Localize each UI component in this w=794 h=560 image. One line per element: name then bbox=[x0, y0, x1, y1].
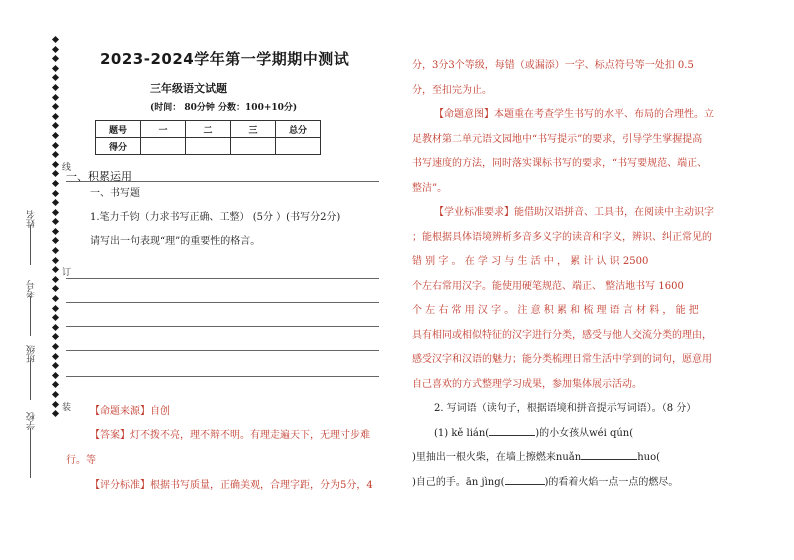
score-cell[interactable] bbox=[141, 138, 186, 155]
binding-diamond bbox=[51, 209, 58, 216]
score-cell[interactable] bbox=[276, 138, 321, 155]
intent-line-1: 【命题意图】本题重在考查学生书写的水平、布局的合理性。立 bbox=[434, 109, 714, 120]
binding-diamond bbox=[51, 199, 58, 206]
question-1-line-1: 1.笔力千钧（力求书写正确、工整） (5分 ）(书写分2分) bbox=[90, 212, 341, 223]
school-label: 学校 bbox=[27, 412, 37, 430]
question-2-line-1 bbox=[412, 422, 772, 447]
binding-diamond bbox=[51, 122, 58, 129]
name-line bbox=[30, 225, 31, 265]
standard-line-1: 【学业标准要求】能借助汉语拼音、工具书，在阅读中主动识字 bbox=[434, 207, 714, 218]
pinyin-text: )的小女孩从wéi qún( bbox=[535, 427, 634, 439]
binding-diamond bbox=[51, 65, 58, 72]
pinyin-text: (1) kě lián( bbox=[434, 427, 490, 439]
binding-diamond bbox=[51, 381, 58, 388]
standard-line-4: 个左右常用汉字。能使用硬笔规范、端正、 整洁地书写 1600 bbox=[412, 280, 684, 292]
exam-title: 2023-2024学年第一学期期中测试 bbox=[100, 50, 350, 68]
scoring-continued: 分，3分3个等级，每错（或漏添）一字、标点符号等一处扣 0.5 bbox=[412, 60, 694, 71]
question-1-line-2: 请写出一句表现“理”的重要性的格言。 bbox=[90, 236, 261, 247]
binding-diamond bbox=[51, 46, 58, 53]
binding-diamond bbox=[51, 401, 58, 408]
part-heading: 一、书写题 bbox=[90, 188, 140, 199]
binding-diamond bbox=[51, 228, 58, 235]
binding-diamond bbox=[51, 84, 58, 91]
answer-blank[interactable] bbox=[505, 484, 545, 485]
sentence-text: )的看着火焰一点一点的燃尽。 bbox=[544, 476, 679, 488]
binding-diamond bbox=[51, 295, 58, 302]
score-cell[interactable] bbox=[186, 138, 231, 155]
binding-diamond bbox=[51, 343, 58, 350]
score-header-cell: 二 bbox=[186, 121, 231, 138]
question-2: 2. 写词语（读句子，根据语境和拼音提示写词语）。（8 分） bbox=[434, 403, 697, 414]
exam-number-line bbox=[30, 296, 31, 336]
question-2-line-3 bbox=[412, 471, 772, 496]
right-column bbox=[412, 54, 772, 495]
binding-diamond bbox=[51, 113, 58, 120]
score-header-cell: 题号 bbox=[96, 121, 141, 138]
score-header-cell: 三 bbox=[231, 121, 276, 138]
standard-line-6: 具有相同或相似特征的汉字进行分类，感受与他人交流分类的理由， bbox=[412, 329, 712, 341]
binding-diamond bbox=[51, 276, 58, 283]
intent-line-3: 书写速度的方法，同时落实课标书写的要求，“书写要规范、端正、 bbox=[412, 158, 708, 169]
binding-diamond bbox=[51, 314, 58, 321]
answer-line-1: 【答案】灯不拨不亮，理不辩不明。有理走遍天下，无理寸步难 bbox=[90, 430, 370, 441]
binding-diamond bbox=[51, 237, 58, 244]
intent-line-4: 整洁”。 bbox=[412, 182, 448, 194]
school-line bbox=[30, 428, 31, 478]
cut-line-char-ding: 订 bbox=[62, 268, 72, 278]
score-table bbox=[95, 120, 321, 155]
section-heading: 一、积累运用 bbox=[66, 170, 132, 183]
standard-line-5: 个 左 右 常 用 汉 字 。 注 意 积 累 和 梳 理 语 言 材 料 ， 能 把 bbox=[412, 305, 699, 316]
binding-diamond bbox=[51, 74, 58, 81]
writing-line[interactable] bbox=[66, 376, 379, 377]
binding-diamond bbox=[51, 189, 58, 196]
score-table-row bbox=[96, 138, 321, 155]
scoring-criteria: 【评分标准】根据书写质量，正确美观，合理字距，分为5分，4 bbox=[90, 480, 373, 491]
section-divider bbox=[66, 181, 379, 182]
standard-line-3: 错 别 字 。 在 学 习 与 生 活 中 ， 累 计 认 识 2500 bbox=[412, 256, 649, 267]
score-header-cell: 一 bbox=[141, 121, 186, 138]
exam-number-label: 考号 bbox=[27, 280, 37, 298]
standard-line-2: ；能根据具体语境辨析多音多义字的读音和字义，辨识、纠正常见的 bbox=[412, 231, 712, 243]
binding-diamond bbox=[51, 161, 58, 168]
binding-diamond bbox=[51, 94, 58, 101]
binding-diamond bbox=[51, 305, 58, 312]
binding-diamond bbox=[51, 180, 58, 187]
binding-diamond bbox=[51, 410, 58, 417]
exam-meta: (时间： 80分钟 分数：100+10分) bbox=[150, 103, 298, 113]
binding-diamond bbox=[51, 324, 58, 331]
binding-diamond bbox=[51, 285, 58, 292]
sentence-text: )自己的手。ān jìng( bbox=[412, 476, 505, 488]
binding-diamond bbox=[51, 362, 58, 369]
writing-line[interactable] bbox=[66, 278, 379, 279]
score-table-header-row bbox=[96, 121, 321, 138]
writing-line[interactable] bbox=[66, 302, 379, 303]
standard-line-8: 自己喜欢的方式整理学习成果，参加集体展示活动。 bbox=[412, 378, 642, 390]
binding-diamond bbox=[51, 170, 58, 177]
binding-diamond bbox=[51, 391, 58, 398]
name-label: 姓名 bbox=[27, 210, 37, 228]
binding-diamond-column bbox=[50, 34, 60, 534]
binding-diamond bbox=[51, 55, 58, 62]
pinyin-text: huo( bbox=[637, 452, 660, 463]
intent-line-2: 足教材第二单元语文园地中“书写提示”的要求，引导学生掌握提高 bbox=[412, 133, 703, 145]
class-line bbox=[30, 360, 31, 400]
answer-blank[interactable] bbox=[489, 435, 535, 436]
score-cell[interactable] bbox=[231, 138, 276, 155]
question-2-line-2 bbox=[412, 446, 772, 471]
score-row-label: 得分 bbox=[96, 138, 141, 155]
class-label: 班级 bbox=[27, 345, 37, 363]
binding-diamond bbox=[51, 266, 58, 273]
binding-diamond bbox=[51, 151, 58, 158]
binding-diamond bbox=[51, 36, 58, 43]
scoring-continued-2: 分，至扣完为止。 bbox=[412, 84, 492, 96]
question-source: 【命题来源】自创 bbox=[90, 406, 170, 417]
answer-blank[interactable] bbox=[581, 459, 637, 460]
binding-diamond bbox=[51, 372, 58, 379]
score-header-cell: 总分 bbox=[276, 121, 321, 138]
binding-diamond bbox=[51, 132, 58, 139]
cut-line-char-xian: 线 bbox=[62, 163, 72, 173]
binding-diamond bbox=[51, 353, 58, 360]
answer-line-2: 行。等 bbox=[66, 455, 96, 466]
binding-diamond bbox=[51, 103, 58, 110]
sentence-text: )里抽出一根火柴，在墙上擦燃来nuǎn bbox=[412, 452, 582, 463]
cut-line-char-zhuang: 装 bbox=[62, 403, 72, 413]
binding-diamond bbox=[51, 247, 58, 254]
writing-line[interactable] bbox=[66, 350, 379, 351]
exam-subtitle: 三年级语文试题 bbox=[150, 82, 227, 95]
binding-diamond bbox=[51, 257, 58, 264]
binding-diamond bbox=[51, 141, 58, 148]
writing-line[interactable] bbox=[66, 326, 379, 327]
binding-diamond bbox=[51, 333, 58, 340]
standard-line-7: 感受汉字和汉语的魅力；能分类梳理日常生活中学到的词句，愿意用 bbox=[412, 354, 712, 365]
binding-diamond bbox=[51, 218, 58, 225]
